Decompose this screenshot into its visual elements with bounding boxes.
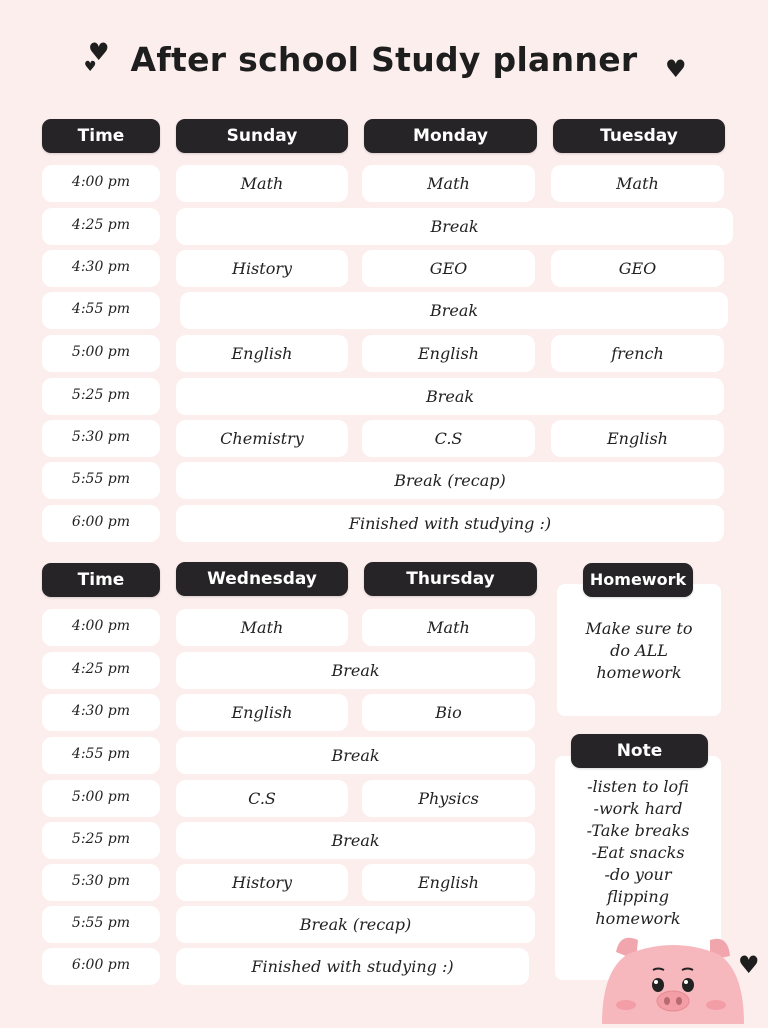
time-cell: 4:00 pm bbox=[42, 609, 160, 646]
subject-cell: English bbox=[362, 335, 535, 372]
bottom-header-wednesday: Wednesday bbox=[176, 562, 348, 596]
time-cell: 4:25 pm bbox=[42, 652, 160, 689]
subject-cell: Math bbox=[551, 165, 724, 202]
time-cell: 4:30 pm bbox=[42, 694, 160, 731]
finished-cell: Finished with studying :) bbox=[176, 505, 724, 542]
note-line: -work hard bbox=[593, 799, 683, 818]
subject-cell: C.S bbox=[362, 420, 535, 457]
subject-cell: Chemistry bbox=[176, 420, 348, 457]
break-cell: Break bbox=[180, 292, 728, 329]
top-header-sunday: Sunday bbox=[176, 119, 348, 153]
subject-cell: English bbox=[362, 864, 535, 901]
finished-cell: Finished with studying :) bbox=[176, 948, 529, 985]
time-cell: 5:00 pm bbox=[42, 335, 160, 372]
time-cell: 4:30 pm bbox=[42, 250, 160, 287]
break-cell: Break bbox=[176, 208, 733, 245]
homework-box bbox=[557, 584, 721, 716]
homework-line: do ALL bbox=[610, 641, 668, 660]
top-header-monday: Monday bbox=[364, 119, 537, 153]
pig-illustration bbox=[598, 930, 748, 1024]
time-cell: 5:25 pm bbox=[42, 822, 160, 859]
subject-cell: Bio bbox=[362, 694, 535, 731]
time-cell: 4:00 pm bbox=[42, 165, 160, 202]
break-cell: Break bbox=[176, 822, 535, 859]
time-cell: 5:55 pm bbox=[42, 906, 160, 943]
note-line: -Eat snacks bbox=[591, 843, 685, 862]
subject-cell: Math bbox=[362, 165, 535, 202]
heart-icon: ♥ bbox=[84, 59, 97, 75]
subject-cell: History bbox=[176, 250, 348, 287]
top-header-tuesday: Tuesday bbox=[553, 119, 725, 153]
subject-cell: Physics bbox=[362, 780, 535, 817]
time-cell: 5:25 pm bbox=[42, 378, 160, 415]
heart-icon: ♥ bbox=[665, 55, 687, 83]
homework-header: Homework bbox=[583, 563, 693, 597]
heart-icon: ♥ bbox=[88, 38, 110, 66]
subject-cell: English bbox=[551, 420, 724, 457]
bottom-header-time: Time bbox=[42, 563, 160, 597]
bottom-header-thursday: Thursday bbox=[364, 562, 537, 596]
page-title: After school Study planner bbox=[130, 40, 638, 79]
note-header: Note bbox=[571, 734, 708, 768]
homework-line: homework bbox=[596, 663, 682, 682]
time-cell: 4:55 pm bbox=[42, 292, 160, 329]
pig-icon bbox=[598, 930, 748, 1024]
note-line: flipping bbox=[607, 887, 669, 906]
time-cell: 5:30 pm bbox=[42, 420, 160, 457]
subject-cell: English bbox=[176, 335, 348, 372]
homework-line: Make sure to bbox=[585, 619, 693, 638]
break-cell: Break (recap) bbox=[176, 906, 535, 943]
time-cell: 5:30 pm bbox=[42, 864, 160, 901]
time-cell: 4:55 pm bbox=[42, 737, 160, 774]
subject-cell: GEO bbox=[362, 250, 535, 287]
break-cell: Break bbox=[176, 378, 724, 415]
time-cell: 6:00 pm bbox=[42, 505, 160, 542]
subject-cell: Math bbox=[176, 609, 348, 646]
time-cell: 6:00 pm bbox=[42, 948, 160, 985]
note-line: -do your bbox=[604, 865, 672, 884]
note-line: -Take breaks bbox=[586, 821, 690, 840]
time-cell: 5:55 pm bbox=[42, 462, 160, 499]
note-line: homework bbox=[595, 909, 681, 928]
subject-cell: Math bbox=[362, 609, 535, 646]
break-cell: Break bbox=[176, 652, 535, 689]
top-header-time: Time bbox=[42, 119, 160, 153]
break-cell: Break bbox=[176, 737, 535, 774]
heart-icon: ♥ bbox=[738, 951, 760, 979]
subject-cell: GEO bbox=[551, 250, 724, 287]
subject-cell: Math bbox=[176, 165, 348, 202]
subject-cell: English bbox=[176, 694, 348, 731]
time-cell: 4:25 pm bbox=[42, 208, 160, 245]
subject-cell: History bbox=[176, 864, 348, 901]
note-line: -listen to lofi bbox=[587, 777, 689, 796]
time-cell: 5:00 pm bbox=[42, 780, 160, 817]
break-cell: Break (recap) bbox=[176, 462, 724, 499]
subject-cell: french bbox=[551, 335, 724, 372]
subject-cell: C.S bbox=[176, 780, 348, 817]
